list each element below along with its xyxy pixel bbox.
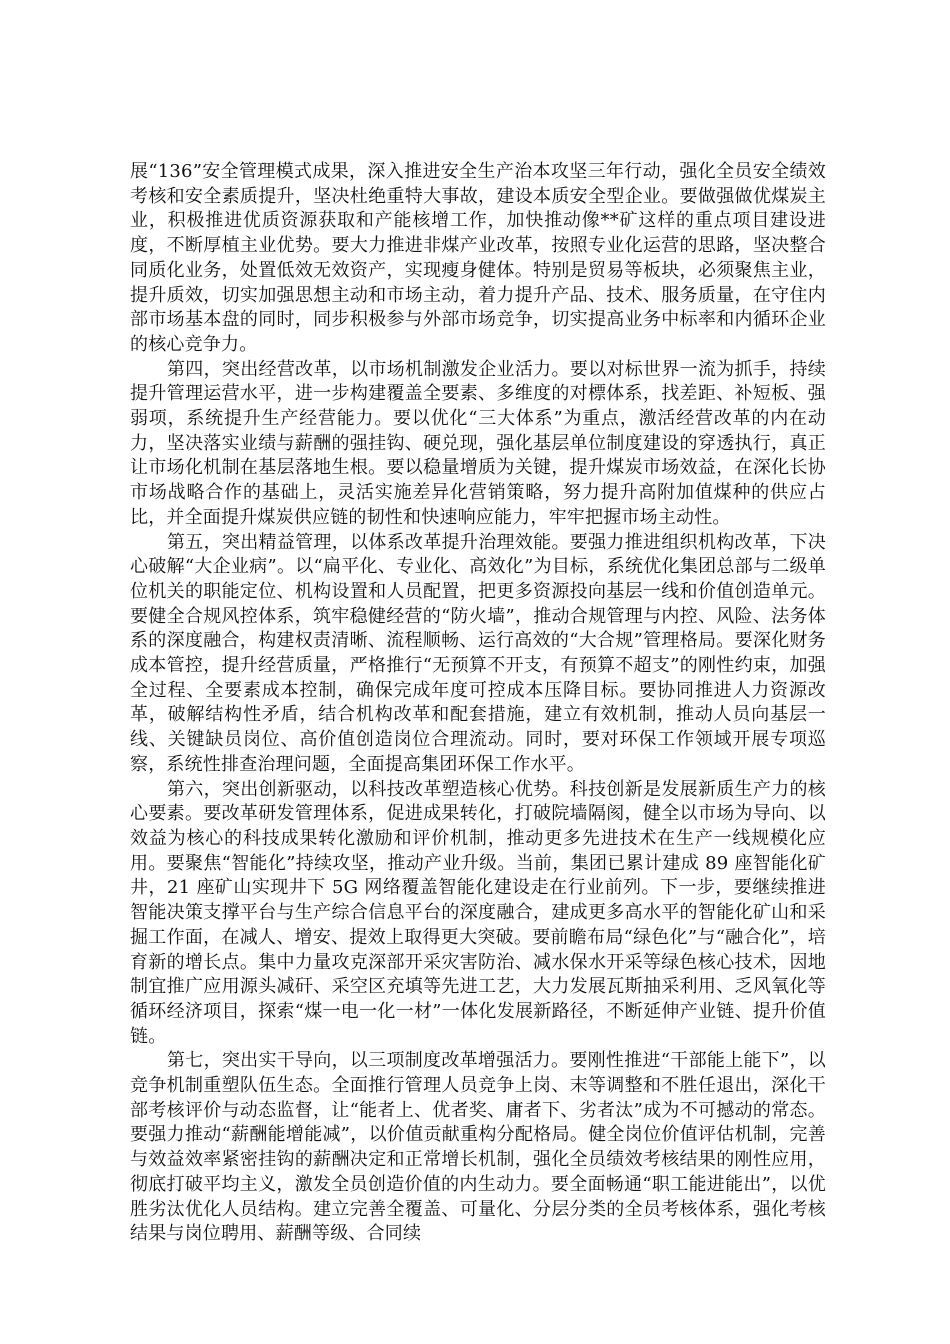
paragraph-seventh: 第七，突出实干导向，以三项制度改革增强活力。要刚性推进“干部能上能下”，以竞争机制重塑队伍生态。全面推行管理人员竞争上岗、末等调整和不胜任退出，深化干部考核评价与动态监督，让“能者上、优者奖、庸者下、劣者汰”成为不可撼动的常态。要强力推动“薪酬能增能减”，以价值贡献重构分配格局。健全岗位价值评估机制，完善与效益效率紧密挂钩的薪酬决定和正常增长机制，强化全员绩效考核结果的刚性应用，彻底打破平均主义，激发全员创造价值的内生动力。要全面畅通“职工能进能出”，以优胜劣汰优化人员结构。建立完善全覆盖、可量化、分层分类的全员考核体系，强化考核结果与岗位聘用、薪酬等级、合同续 (130, 1050, 826, 1245)
document-body (130, 160, 826, 1247)
paragraph-fifth: 第五，突出精益管理，以体系改革提升治理效能。要强力推进组织机构改革，下决心破解“大企业病”。以“扁平化、专业化、高效化”为目标，系统优化集团总部与二级单位机关的职能定位、机构设置和人员配置，把更多资源投向基层一线和价值创造单元。要健全合规风控体系，筑牢稳健经营的“防火墙”，推动合规管理与内控、风险、法务体系的深度融合，构建权责清晰、流程顺畅、运行高效的“大合规”管理格局。要深化财务成本管控，提升经营质量，严格推行“无预算不开支，有预算不超支”的刚性约束，加强全过程、全要素成本控制，确保完成年度可控成本压降目标。要协同推进人力资源改革，破解结构性矛盾，结合机构改革和配套措施，建立有效机制，推动人员向基层一线、关键缺员岗位、高价值创造岗位合理流动。同时，要对环保工作领域开展专项巡察，系统性排查治理问题，全面提高集团环保工作水平。 (130, 531, 826, 775)
paragraph-sixth: 第六，突出创新驱动，以科技改革塑造核心优势。科技创新是发展新质生产力的核心要素。要改革研发管理体系，促进成果转化，打破院墙隔阂，健全以市场为导向、以效益为核心的科技成果转化激励和评价机制，推动更多先进技术在生产一线规模化应用。要聚焦“智能化”持续攻坚，推动产业升级。当前，集团已累计建成 89 座智能化矿井，21 座矿山实现井下 5G 网络覆盖智能化建设走在行业前列。下一步，要继续推进智能决策支撑平台与生产综合信息平台的深度融合，建成更多高水平的智能化矿山和采掘工作面，在减人、增安、提效上取得更大突破。要前瞻布局“绿色化”与“融合化”，培育新的增长点。集中力量攻克深部开采灾害防治、减水保水开采等绿色核心技术，因地制宜推广应用源头减矸、采空区充填等先进工艺，大力发展瓦斯抽采利用、乏风氧化等循环经济项目，探索“煤一电一化一材”一体化发展新路径，不断延伸产业链、提升价值链。 (130, 778, 826, 1047)
paragraph-fourth: 第四，突出经营改革，以市场机制激发企业活力。要以对标世界一流为抓手，持续提升管理运营水平，进一步构建覆盖全要素、多维度的对標体系，找差距、补短板、强弱项，系统提升生产经营能力。要以优化“三大体系”为重点，激活经营改革的内在动力，坚决落实业绩与薪酬的强挂钩、硬兑现，强化基层单位制度建设的穿透执行，真正让市场化机制在基层落地生根。要以稳量增质为关键，提升煤炭市场效益，在深化长协市场战略合作的基础上，灵活实施差异化营销策略，努力提升高附加值煤种的供应占比，并全面提升煤炭供应链的韧性和快速响应能力，牢牢把握市场主动性。 (130, 358, 826, 528)
paragraph-intro-continuation: 展“136”安全管理模式成果，深入推进安全生产治本攻坚三年行动，强化全员安全绩效考核和安全素质提升，坚决杜绝重特大事故，建设本质安全型企业。要做强做优煤炭主业，积极推进优质资源获取和产能核增工作，加快推动像**矿这样的重点项目建设进度，不断厚植主业优势。要大力推进非煤产业改革，按照专业化运营的思路，坚决整合同质化业务，处置低效无效资产，实现瘦身健体。特别是贸易等板块，必须聚焦主业，提升质效，切实加强思想主动和市场主动，着力提升产品、技术、服务质量，在守住内部市场基本盘的同时，同步积极参与外部市场竞争，切实提高业务中标率和内循环企业的核心竞争力。 (130, 161, 826, 355)
